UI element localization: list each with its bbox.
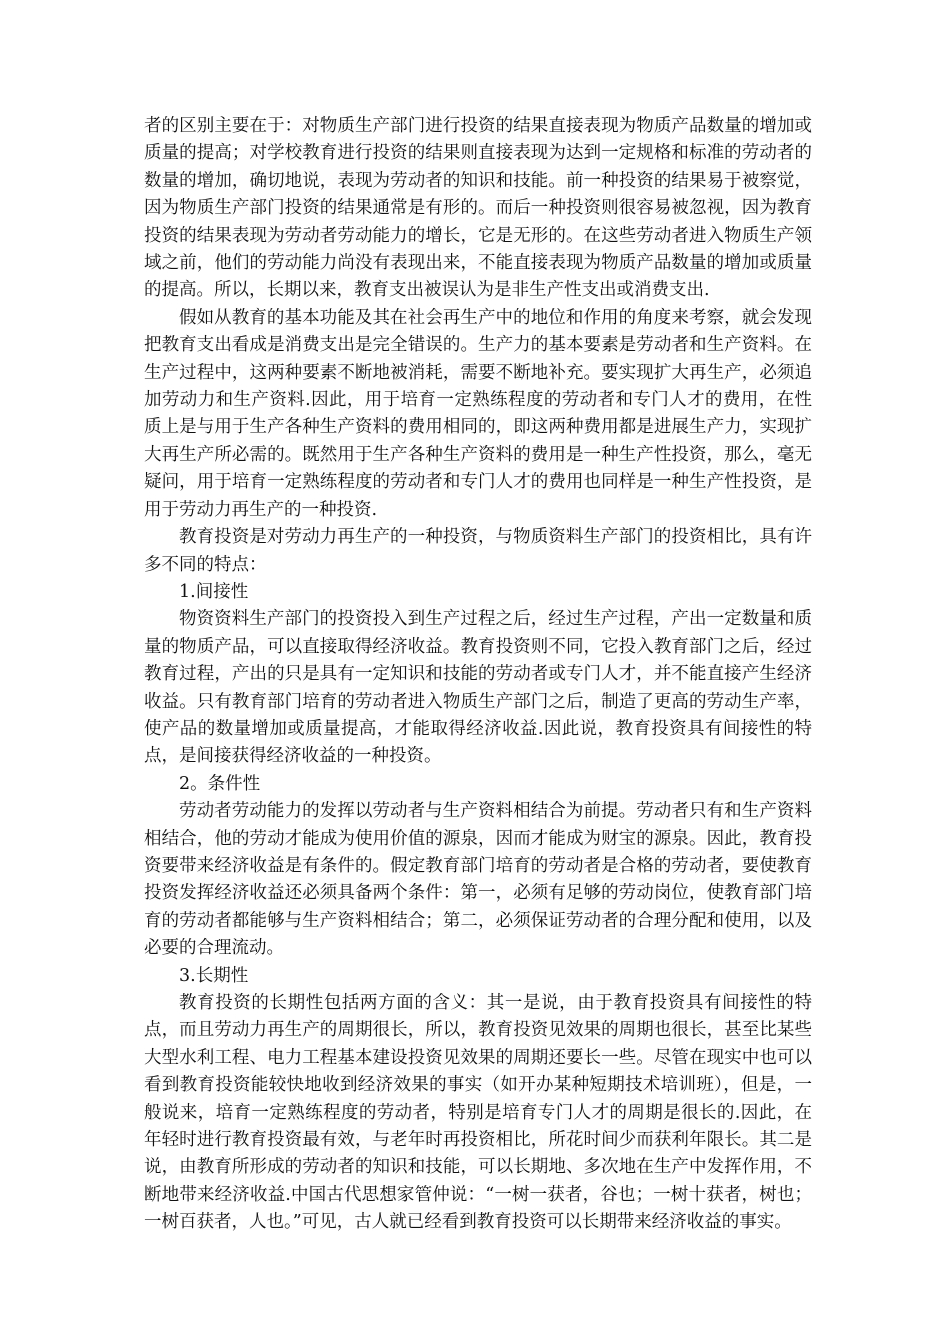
heading-long-term: 3.长期性 bbox=[179, 965, 249, 986]
paragraph-cost-difference: 者的区别主要在于：对物质生产部门进行投资的结果直接表现为物质产品数量的增加或质量的提高；对学校教育进行投资的结果则直接表现为达到一定规格和标准的劳动者的数量的增加，确切地说，表现为劳动者的知识和技能。前一种投资的结果易于被察觉，因为物质生产部门投资的结果通常是有形的。而后一种投资则很容易被忽视，因为教育投资的结果表现为劳动者劳动能力的增长，它是无形的。在这些劳动者进入物质生产领域之前，他们的劳动能力尚没有表现出来，不能直接表现为物质产品数量的增加或质量的提高。所以，长期以来，教育支出被误认为是非生产性支出或消费支出. bbox=[144, 116, 812, 301]
paragraph-productive-investment: 假如从教育的基本功能及其在社会再生产中的地位和作用的角度来考察，就会发现把教育支出看成是消费支出是完全错误的。生产力的基本要素是劳动者和生产资料。在生产过程中，这两种要素不断地被消耗，需要不断地补充。要实现扩大再生产，必须追加劳动力和生产资料.因此，用于培育一定熟练程度的劳动者和专门人才的费用，在性质上是与用于生产各种生产资料的费用相同的，即这两种费用都是进展生产力，实现扩大再生产所必需的。既然用于生产各种生产资料的费用是一种生产性投资，那么，毫无疑问，用于培育一定熟练程度的劳动者和专门人才的费用也同样是一种生产性投资，是用于劳动力再生产的一种投资. bbox=[144, 307, 812, 520]
paragraph-features-intro: 教育投资是对劳动力再生产的一种投资，与物质资料生产部门的投资相比，具有许多不同的特点： bbox=[144, 527, 812, 575]
paragraph-conditionality: 劳动者劳动能力的发挥以劳动者与生产资料相结合为前提。劳动者只有和生产资料相结合，他的劳动才能成为使用价值的源泉，因而才能成为财宝的源泉。因此，教育投资要带来经济收益是有条件的。假定教育部门培育的劳动者是合格的劳动者，要使教育投资发挥经济收益还必须具备两个条件：第一，必须有足够的劳动岗位，使教育部门培育的劳动者都能够与生产资料相结合；第二，必须保证劳动者的合理分配和使用，以及必要的合理流动。 bbox=[144, 801, 812, 959]
paragraph-indirectness: 物资资料生产部门的投资投入到生产过程之后，经过生产过程，产出一定数量和质量的物质产品，可以直接取得经济收益。教育投资则不同，它投入教育部门之后，经过教育过程，产出的只是具有一定知识和技能的劳动者或专门人才，并不能直接产生经济收益。只有教育部门培育的劳动者进入物质生产部门之后，制造了更高的劳动生产率，使产品的数量增加或质量提高，才能取得经济收益.因此说，教育投资具有间接性的特点，是间接获得经济收益的一种投资。 bbox=[144, 609, 812, 767]
heading-conditionality: 2。条件性 bbox=[179, 773, 261, 794]
heading-indirectness: 1.间接性 bbox=[179, 581, 249, 602]
paragraph-long-term: 教育投资的长期性包括两方面的含义：其一是说，由于教育投资具有间接性的特点，而且劳动力再生产的周期很长，所以，教育投资见效果的周期也很长，甚至比某些大型水利工程、电力工程基本建设投资见效果的周期还要长一些。尽管在现实中也可以看到教育投资能较快地收到经济效果的事实（如开办某种短期技术培训班），但是，一般说来，培育一定熟练程度的劳动者，特别是培育专门人才的周期是很长的.因此，在年轻时进行教育投资最有效，与老年时再投资相比，所花时间少而获利年限长。其二是说，由教育所形成的劳动者的知识和技能，可以长期地、多次地在生产中发挥作用，不断地带来经济收益.中国古代思想家管仲说：“一树一获者，谷也；一树十获者，树也；一树百获者，人也。”可见，古人就已经看到教育投资可以长期带来经济收益的事实。 bbox=[144, 993, 812, 1233]
document-page bbox=[144, 113, 812, 1237]
